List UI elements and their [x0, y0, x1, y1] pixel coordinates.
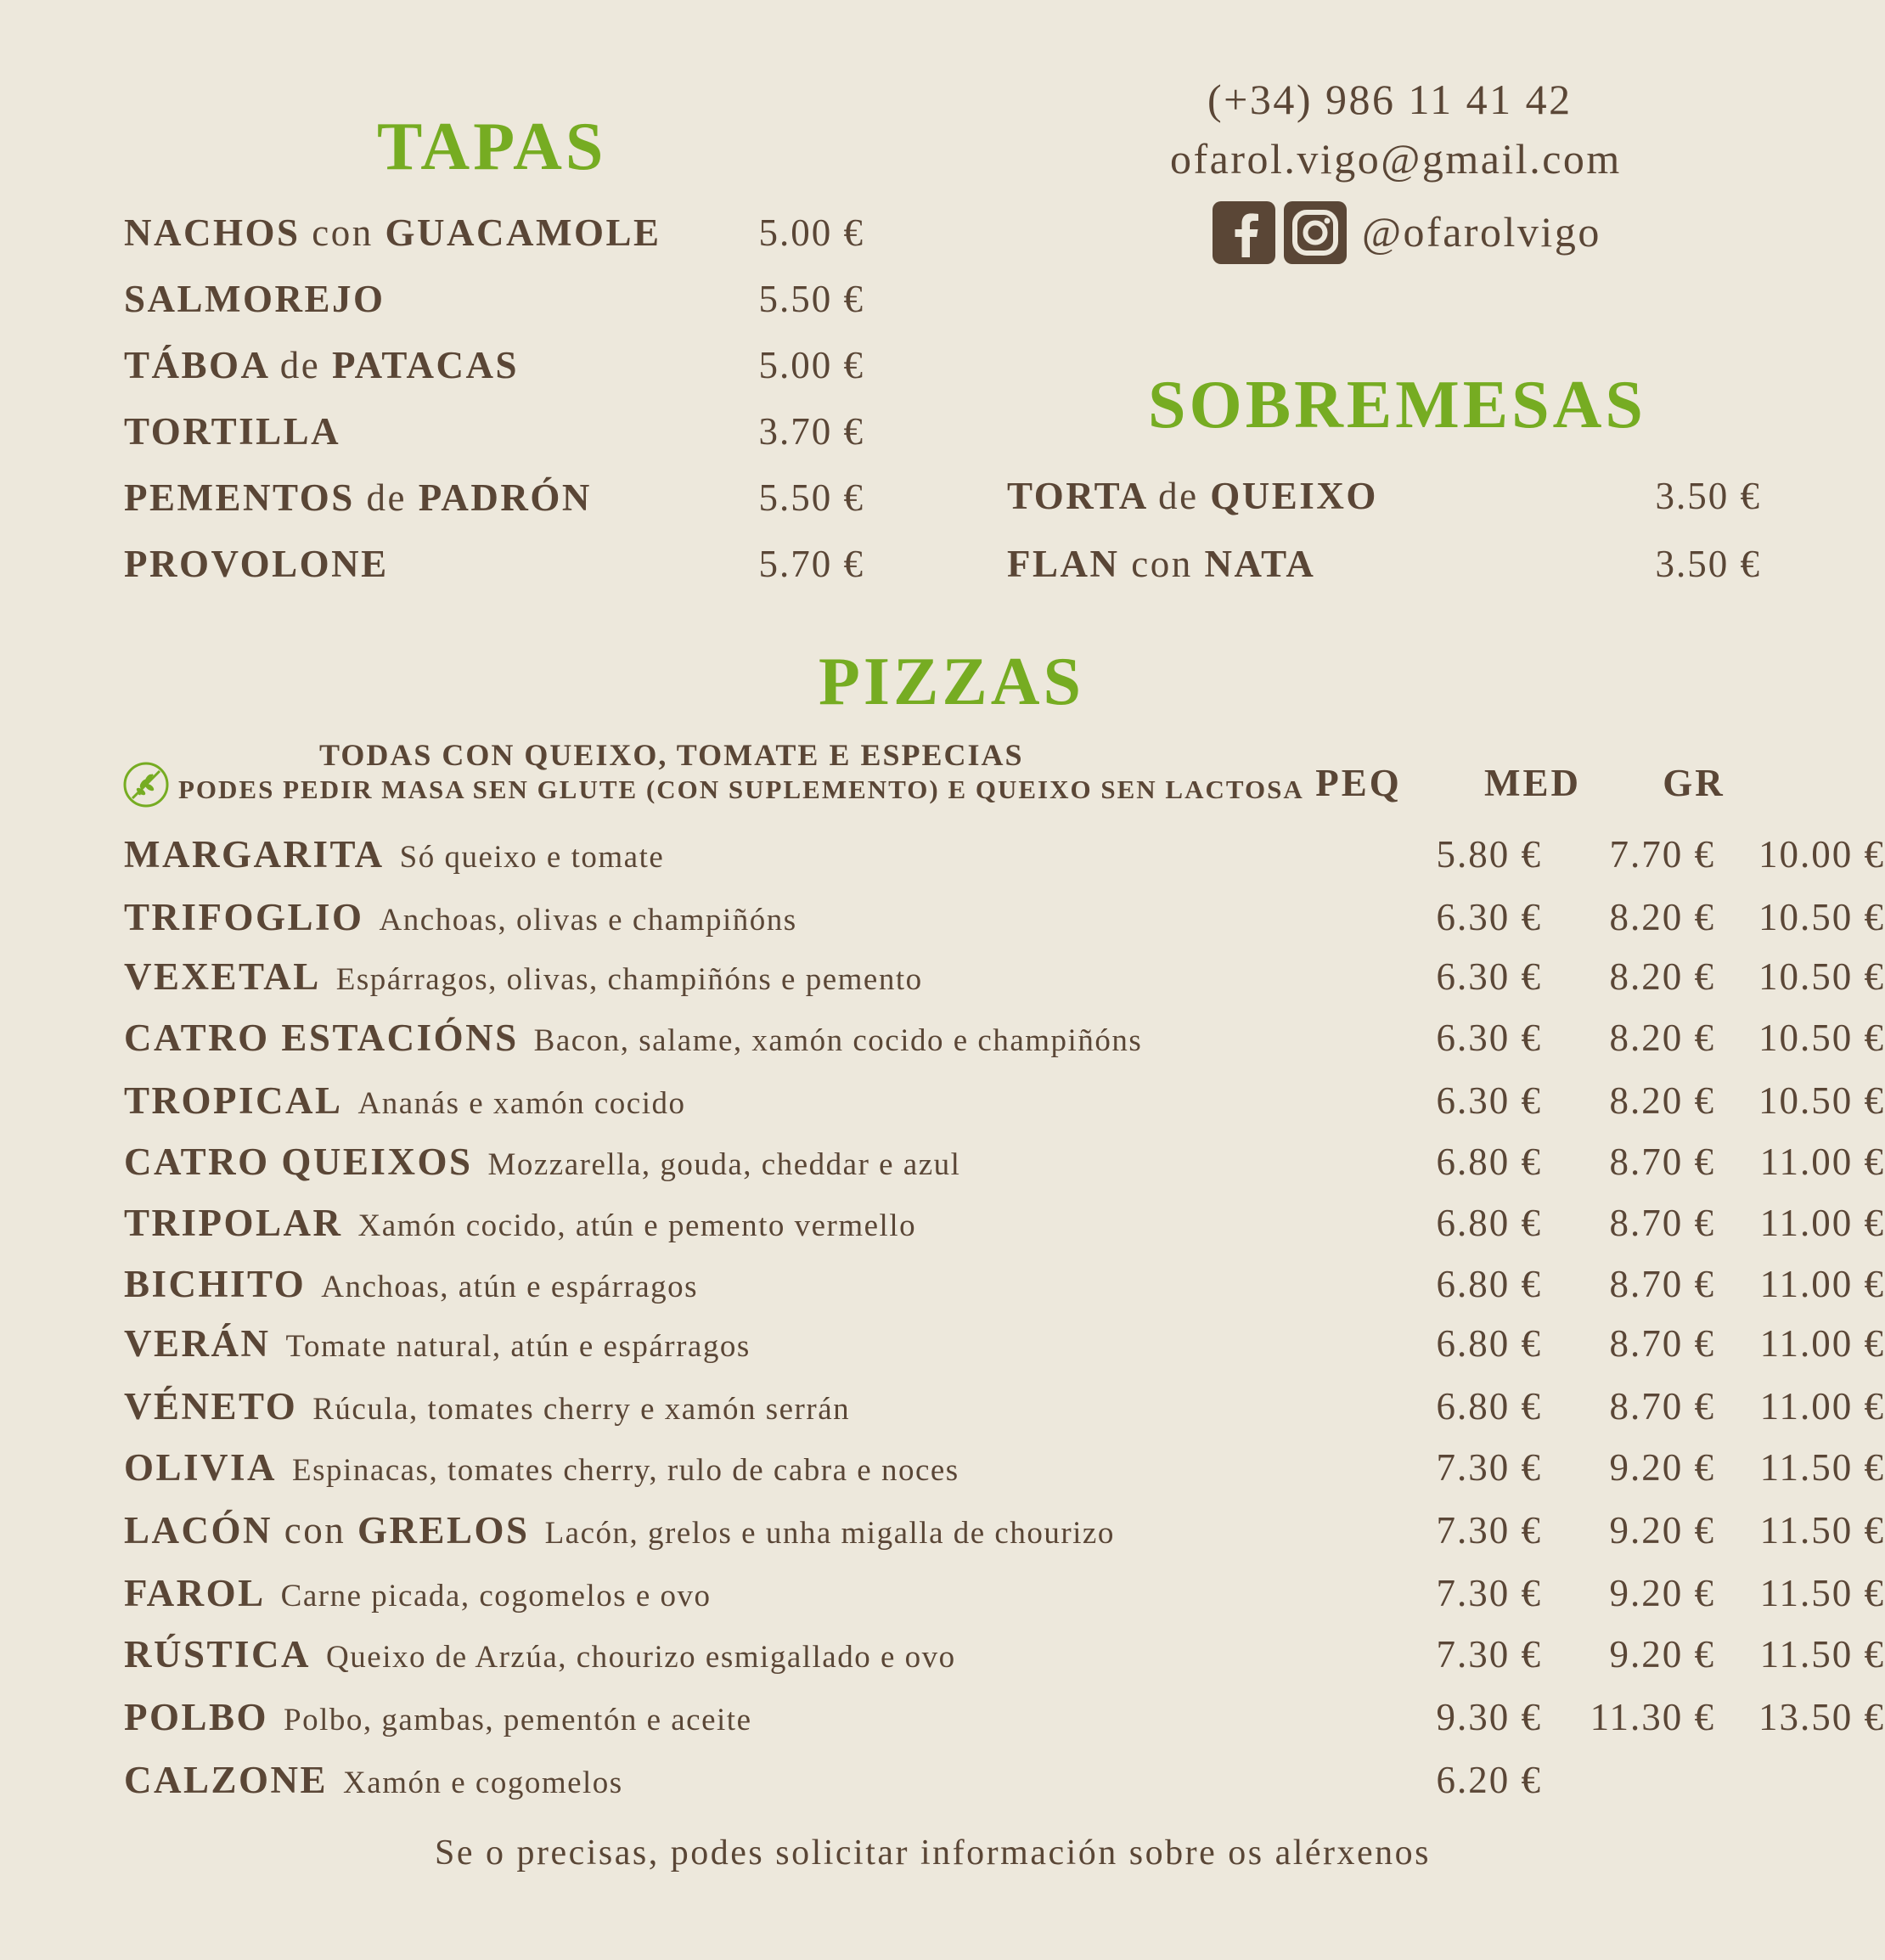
price-med: 9.20 € [1609, 1572, 1715, 1614]
item-name-main: TÁBOA [124, 344, 269, 386]
price-med: 8.70 € [1609, 1141, 1715, 1183]
price-gr: 11.50 € [1759, 1633, 1885, 1676]
sobremesas-item-name [1007, 542, 1315, 586]
pizza-label [124, 895, 797, 939]
pizza-label [124, 1079, 686, 1123]
item-name-joiner: de [1158, 475, 1199, 517]
pizza-row [124, 1758, 1780, 1809]
pizza-label [124, 1571, 712, 1615]
pizzas-note-gluten: PODES PEDIR MASA SEN GLUTE (CON SUPLEMENTO) E QUEIXO SEN LACTOSA [178, 774, 1304, 804]
pizza-description: Tomate natural, atún e espárragos [285, 1329, 751, 1364]
price-gr: 11.50 € [1759, 1572, 1885, 1614]
price-gr: 11.50 € [1759, 1446, 1885, 1489]
pizza-name-main: CATRO ESTACIÓNS [124, 1017, 519, 1059]
price-peq: 6.80 € [1436, 1141, 1542, 1183]
price-peq: 6.30 € [1436, 1079, 1542, 1122]
tapas-item-name [124, 542, 389, 586]
item-name-main: PEMENTOS [124, 476, 355, 519]
pizza-name [124, 1079, 343, 1122]
pizza-name [124, 1696, 268, 1738]
item-name-second: QUEIXO [1210, 475, 1378, 517]
pizza-description: Polbo, gambas, pementón e aceite [284, 1703, 752, 1738]
pizza-description: Só queixo e tomate [399, 840, 665, 875]
pizzas-note-base: TODAS CON QUEIXO, TOMATE E ESPECIAS [319, 738, 1024, 772]
price-peq: 6.80 € [1436, 1385, 1542, 1428]
pizza-row [124, 1384, 1885, 1435]
price-gr: 11.00 € [1759, 1322, 1885, 1365]
price-peq: 7.30 € [1436, 1572, 1542, 1614]
pizza-row [124, 1079, 1885, 1129]
pizza-name [124, 1572, 266, 1614]
sobremesas-item-price: 3.50 € [1655, 475, 1761, 517]
pizza-label [124, 1758, 623, 1802]
pizza-row [124, 1016, 1885, 1067]
pizza-name [124, 1202, 343, 1244]
tapas-item-price: 5.00 € [758, 211, 864, 254]
pizza-name-main: TRIFOGLIO [124, 896, 364, 938]
price-med: 8.70 € [1609, 1202, 1715, 1244]
pizza-label [124, 1016, 1142, 1060]
pizza-description: Bacon, salame, xamón cocido e champiñóns [533, 1023, 1143, 1058]
pizza-name-main: LACÓN [124, 1509, 273, 1552]
pizzas-title: PIZZAS [819, 645, 1084, 719]
pizza-row [124, 1695, 1885, 1746]
item-name-main: FLAN [1007, 543, 1120, 585]
phone-number: (+34) 986 11 41 42 [1207, 76, 1573, 123]
column-peq: PEQ [1315, 762, 1402, 804]
pizza-row [124, 895, 1885, 946]
price-gr: 10.50 € [1758, 1017, 1885, 1059]
pizza-description: Carne picada, cogomelos e ovo [280, 1579, 712, 1614]
pizza-row [124, 1321, 1885, 1372]
price-med: 8.20 € [1609, 1017, 1715, 1059]
price-peq: 6.20 € [1436, 1759, 1542, 1801]
pizza-name [124, 1322, 271, 1365]
pizza-label [124, 1508, 1115, 1552]
pizza-name-main: RÚSTICA [124, 1633, 312, 1676]
tapas-item-name [124, 277, 385, 321]
price-gr: 10.50 € [1758, 1079, 1885, 1122]
pizza-name [124, 1017, 519, 1059]
price-gr: 11.00 € [1759, 1141, 1885, 1183]
tapas-title: TAPAS [377, 110, 607, 184]
price-gr: 11.00 € [1759, 1263, 1885, 1305]
item-name-main: PROVOLONE [124, 543, 389, 585]
tapas-item-price: 5.50 € [758, 476, 864, 519]
price-med: 8.20 € [1609, 896, 1715, 938]
price-med: 11.30 € [1590, 1696, 1715, 1738]
sobremesas-title: SOBREMESAS [1148, 368, 1646, 442]
pizza-label [124, 1384, 850, 1428]
pizza-name-main: MARGARITA [124, 833, 385, 876]
tapas-item-price: 3.70 € [758, 410, 864, 453]
pizza-name [124, 1263, 306, 1305]
price-peq: 6.80 € [1436, 1322, 1542, 1365]
price-peq: 5.80 € [1436, 833, 1542, 876]
price-med: 9.20 € [1609, 1509, 1715, 1552]
price-med: 9.20 € [1609, 1633, 1715, 1676]
pizza-name-joiner: con [284, 1509, 346, 1552]
pizza-row [124, 955, 1885, 1005]
item-name-joiner: con [1131, 543, 1193, 585]
pizza-description: Lacón, grelos e unha migalla de chourizo [544, 1516, 1115, 1551]
pizza-description: Espinacas, tomates cherry, rulo de cabra e noces [292, 1453, 959, 1488]
pizza-name-main: OLIVIA [124, 1446, 278, 1489]
pizza-label [124, 1632, 956, 1676]
item-name-joiner: de [366, 476, 407, 519]
price-peq: 7.30 € [1436, 1633, 1542, 1676]
allergen-note: Se o precisas, podes solicitar información sobre os alérxenos [434, 1833, 1432, 1873]
item-name-second: PATACAS [332, 344, 520, 386]
pizza-name-second: GRELOS [357, 1509, 530, 1552]
pizza-row [124, 832, 1885, 883]
pizza-label [124, 955, 923, 999]
item-name-main: TORTA [1007, 475, 1147, 517]
pizza-row [124, 1571, 1885, 1622]
item-name-main: SALMOREJO [124, 278, 385, 320]
sobremesas-item-name [1007, 474, 1378, 518]
pizza-description: Ananás e xamón cocido [357, 1086, 686, 1121]
pizza-description: Mozzarella, gouda, cheddar e azul [487, 1147, 961, 1182]
pizza-name-main: POLBO [124, 1696, 269, 1738]
column-gr: GR [1663, 762, 1725, 804]
tapas-item-price: 5.50 € [758, 278, 864, 320]
pizza-name [124, 896, 364, 938]
pizza-row [124, 1262, 1885, 1313]
pizza-description: Rúcula, tomates cherry e xamón serrán [312, 1392, 851, 1427]
pizza-row [124, 1201, 1885, 1252]
price-med: 8.20 € [1609, 1079, 1715, 1122]
price-med: 7.70 € [1609, 833, 1715, 876]
price-med: 8.70 € [1609, 1322, 1715, 1365]
pizza-description: Espárragos, olivas, champiñóns e pemento [335, 962, 923, 997]
item-name-joiner: con [312, 211, 374, 254]
pizza-row [124, 1508, 1885, 1559]
sobremesas-item-price: 3.50 € [1655, 543, 1761, 585]
price-med: 8.70 € [1609, 1385, 1715, 1428]
pizza-name-main: VERÁN [124, 1322, 271, 1365]
pizza-row [124, 1140, 1885, 1191]
item-name-main: NACHOS [124, 211, 301, 254]
item-name-second: PADRÓN [418, 476, 592, 519]
pizza-description: Anchoas, atún e espárragos [321, 1270, 699, 1304]
pizza-label [124, 1321, 751, 1366]
price-med: 8.20 € [1609, 955, 1715, 998]
pizza-description: Xamón cocido, atún e pemento vermello [357, 1208, 917, 1243]
pizza-name [124, 1385, 297, 1428]
price-peq: 7.30 € [1436, 1446, 1542, 1489]
price-gr: 10.00 € [1758, 833, 1885, 876]
pizza-name-main: CALZONE [124, 1759, 329, 1801]
item-name-joiner: de [279, 344, 321, 386]
price-gr: 10.50 € [1758, 955, 1885, 998]
email-address: ofarol.vigo@gmail.com [1170, 135, 1622, 183]
pizza-name [124, 1759, 328, 1801]
pizza-description: Queixo de Arzúa, chourizo esmigallado e ovo [326, 1640, 956, 1675]
pizza-row [124, 1445, 1885, 1496]
price-peq: 6.80 € [1436, 1202, 1542, 1244]
pizza-description: Anchoas, olivas e champiñóns [379, 903, 797, 938]
pizza-label [124, 1262, 698, 1306]
price-gr: 11.50 € [1759, 1509, 1885, 1552]
price-peq: 6.30 € [1436, 896, 1542, 938]
tapas-item-name [124, 409, 340, 453]
pizza-name-main: BICHITO [124, 1263, 307, 1305]
pizza-name-main: TRIPOLAR [124, 1202, 343, 1244]
tapas-item-name [124, 343, 519, 387]
pizza-row [124, 1632, 1885, 1683]
price-peq: 9.30 € [1436, 1696, 1542, 1738]
price-peq: 7.30 € [1436, 1509, 1542, 1552]
instagram-icon[interactable] [1284, 201, 1347, 264]
price-gr: 13.50 € [1758, 1696, 1885, 1738]
pizza-name [124, 1446, 277, 1489]
price-gr: 10.50 € [1758, 896, 1885, 938]
pizza-name-main: VÉNETO [124, 1385, 298, 1428]
price-peq: 6.30 € [1436, 1017, 1542, 1059]
pizza-label [124, 1445, 959, 1490]
gluten-free-icon [122, 761, 170, 808]
facebook-icon[interactable] [1213, 201, 1275, 264]
item-name-main: TORTILLA [124, 410, 341, 453]
pizza-label [124, 1201, 916, 1245]
tapas-item-price: 5.70 € [758, 543, 864, 585]
pizza-name-main: FAROL [124, 1572, 266, 1614]
column-med: MED [1484, 762, 1581, 804]
pizza-name [124, 1141, 472, 1183]
price-peq: 6.30 € [1436, 955, 1542, 998]
pizza-label [124, 1695, 752, 1739]
pizza-name [124, 833, 385, 876]
pizza-name [124, 955, 321, 998]
item-name-second: NATA [1204, 543, 1316, 585]
item-name-second: GUACAMOLE [385, 211, 661, 254]
pizza-name-main: CATRO QUEIXOS [124, 1141, 473, 1183]
tapas-item-name [124, 211, 661, 255]
pizza-name-main: TROPICAL [124, 1079, 343, 1122]
pizza-name [124, 1509, 530, 1552]
pizza-name [124, 1633, 311, 1676]
price-peq: 6.80 € [1436, 1263, 1542, 1305]
tapas-item-price: 5.00 € [758, 344, 864, 386]
price-med: 8.70 € [1609, 1263, 1715, 1305]
price-med: 9.20 € [1609, 1446, 1715, 1489]
price-gr: 11.00 € [1759, 1385, 1885, 1428]
price-gr: 11.00 € [1759, 1202, 1885, 1244]
pizza-label [124, 1140, 960, 1184]
pizza-label [124, 832, 664, 876]
pizza-description: Xamón e cogomelos [343, 1766, 623, 1800]
tapas-item-name [124, 476, 592, 520]
pizza-name-main: VEXETAL [124, 955, 321, 998]
social-handle: @ofarolvigo [1362, 208, 1601, 256]
